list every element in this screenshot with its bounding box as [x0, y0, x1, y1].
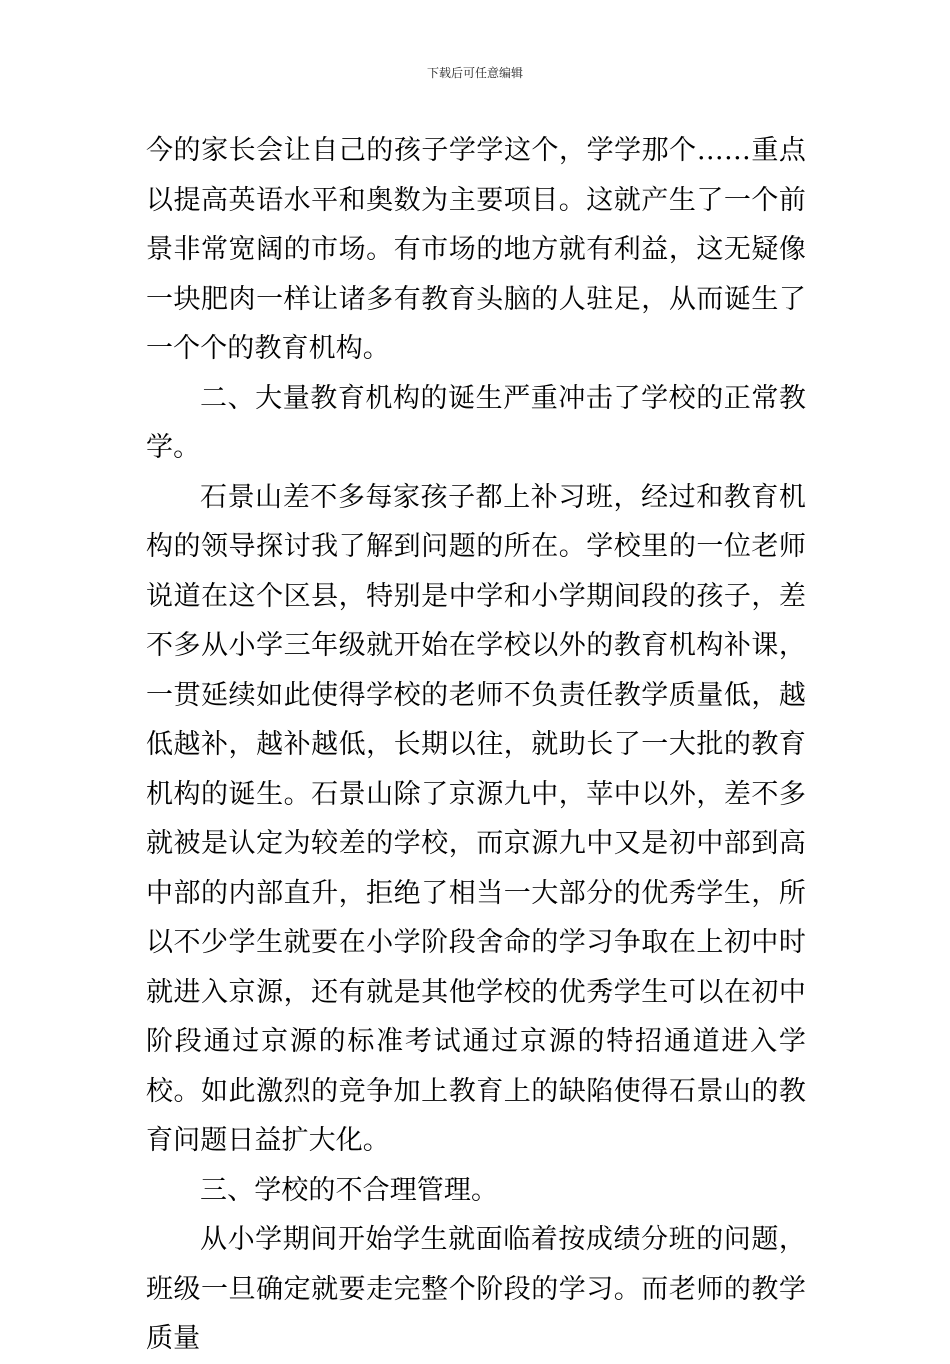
section-heading-3: 三、学校的不合理管理。: [200, 1174, 499, 1206]
section-heading-2: 二、大量教育机构的诞生严重冲击了学校的正常教学。: [146, 382, 806, 463]
paragraph-shijingshan: 石景山差不多每家孩子都上补习班，经过和教育机构的领导探讨我了解到问题的所在。学校里的一位老师说道在这个区县，特别是中学和小学期间段的孩子，差不多从小学三年级就开始在学校以外的教育机构补课，一贯延续如此使得学校的老师不负责任教学质量低，越低越补，越补越低，长期以往，就助长了一大批的教育机构的诞生。石景山除了京源九中，苹中以外，差不多就被是认定为较差的学校，而京源九中又是初中部到高中部的内部直升，拒绝了相当一大部分的优秀学生，所以不少学生就要在小学阶段舍命的学习争取在上初中时就进入京源，还有就是其他学校的优秀学生可以在初中阶段通过京源的标准考试通过京源的特招通道进入学校。如此激烈的竞争加上教育上的缺陷使得石景山的教育问题日益扩大化。: [146, 481, 806, 1156]
page-header-note: 下载后可任意编辑: [426, 66, 523, 80]
paragraph-class-division: 从小学期间开始学生就面临着按成绩分班的问题，班级一旦确定就要走完整个阶段的学习。而老师的教学质量: [146, 1224, 806, 1354]
paragraph-continuation: 今的家长会让自己的孩子学学这个，学学那个……重点以提高英语水平和奥数为主要项目。这就产生了一个前景非常宽阔的市场。有市场的地方就有利益，这无疑像一块肥肉一样让诸多有教育头脑的人驻足，从而诞生了一个个的教育机构。: [146, 135, 806, 364]
document-body: [146, 126, 806, 1364]
